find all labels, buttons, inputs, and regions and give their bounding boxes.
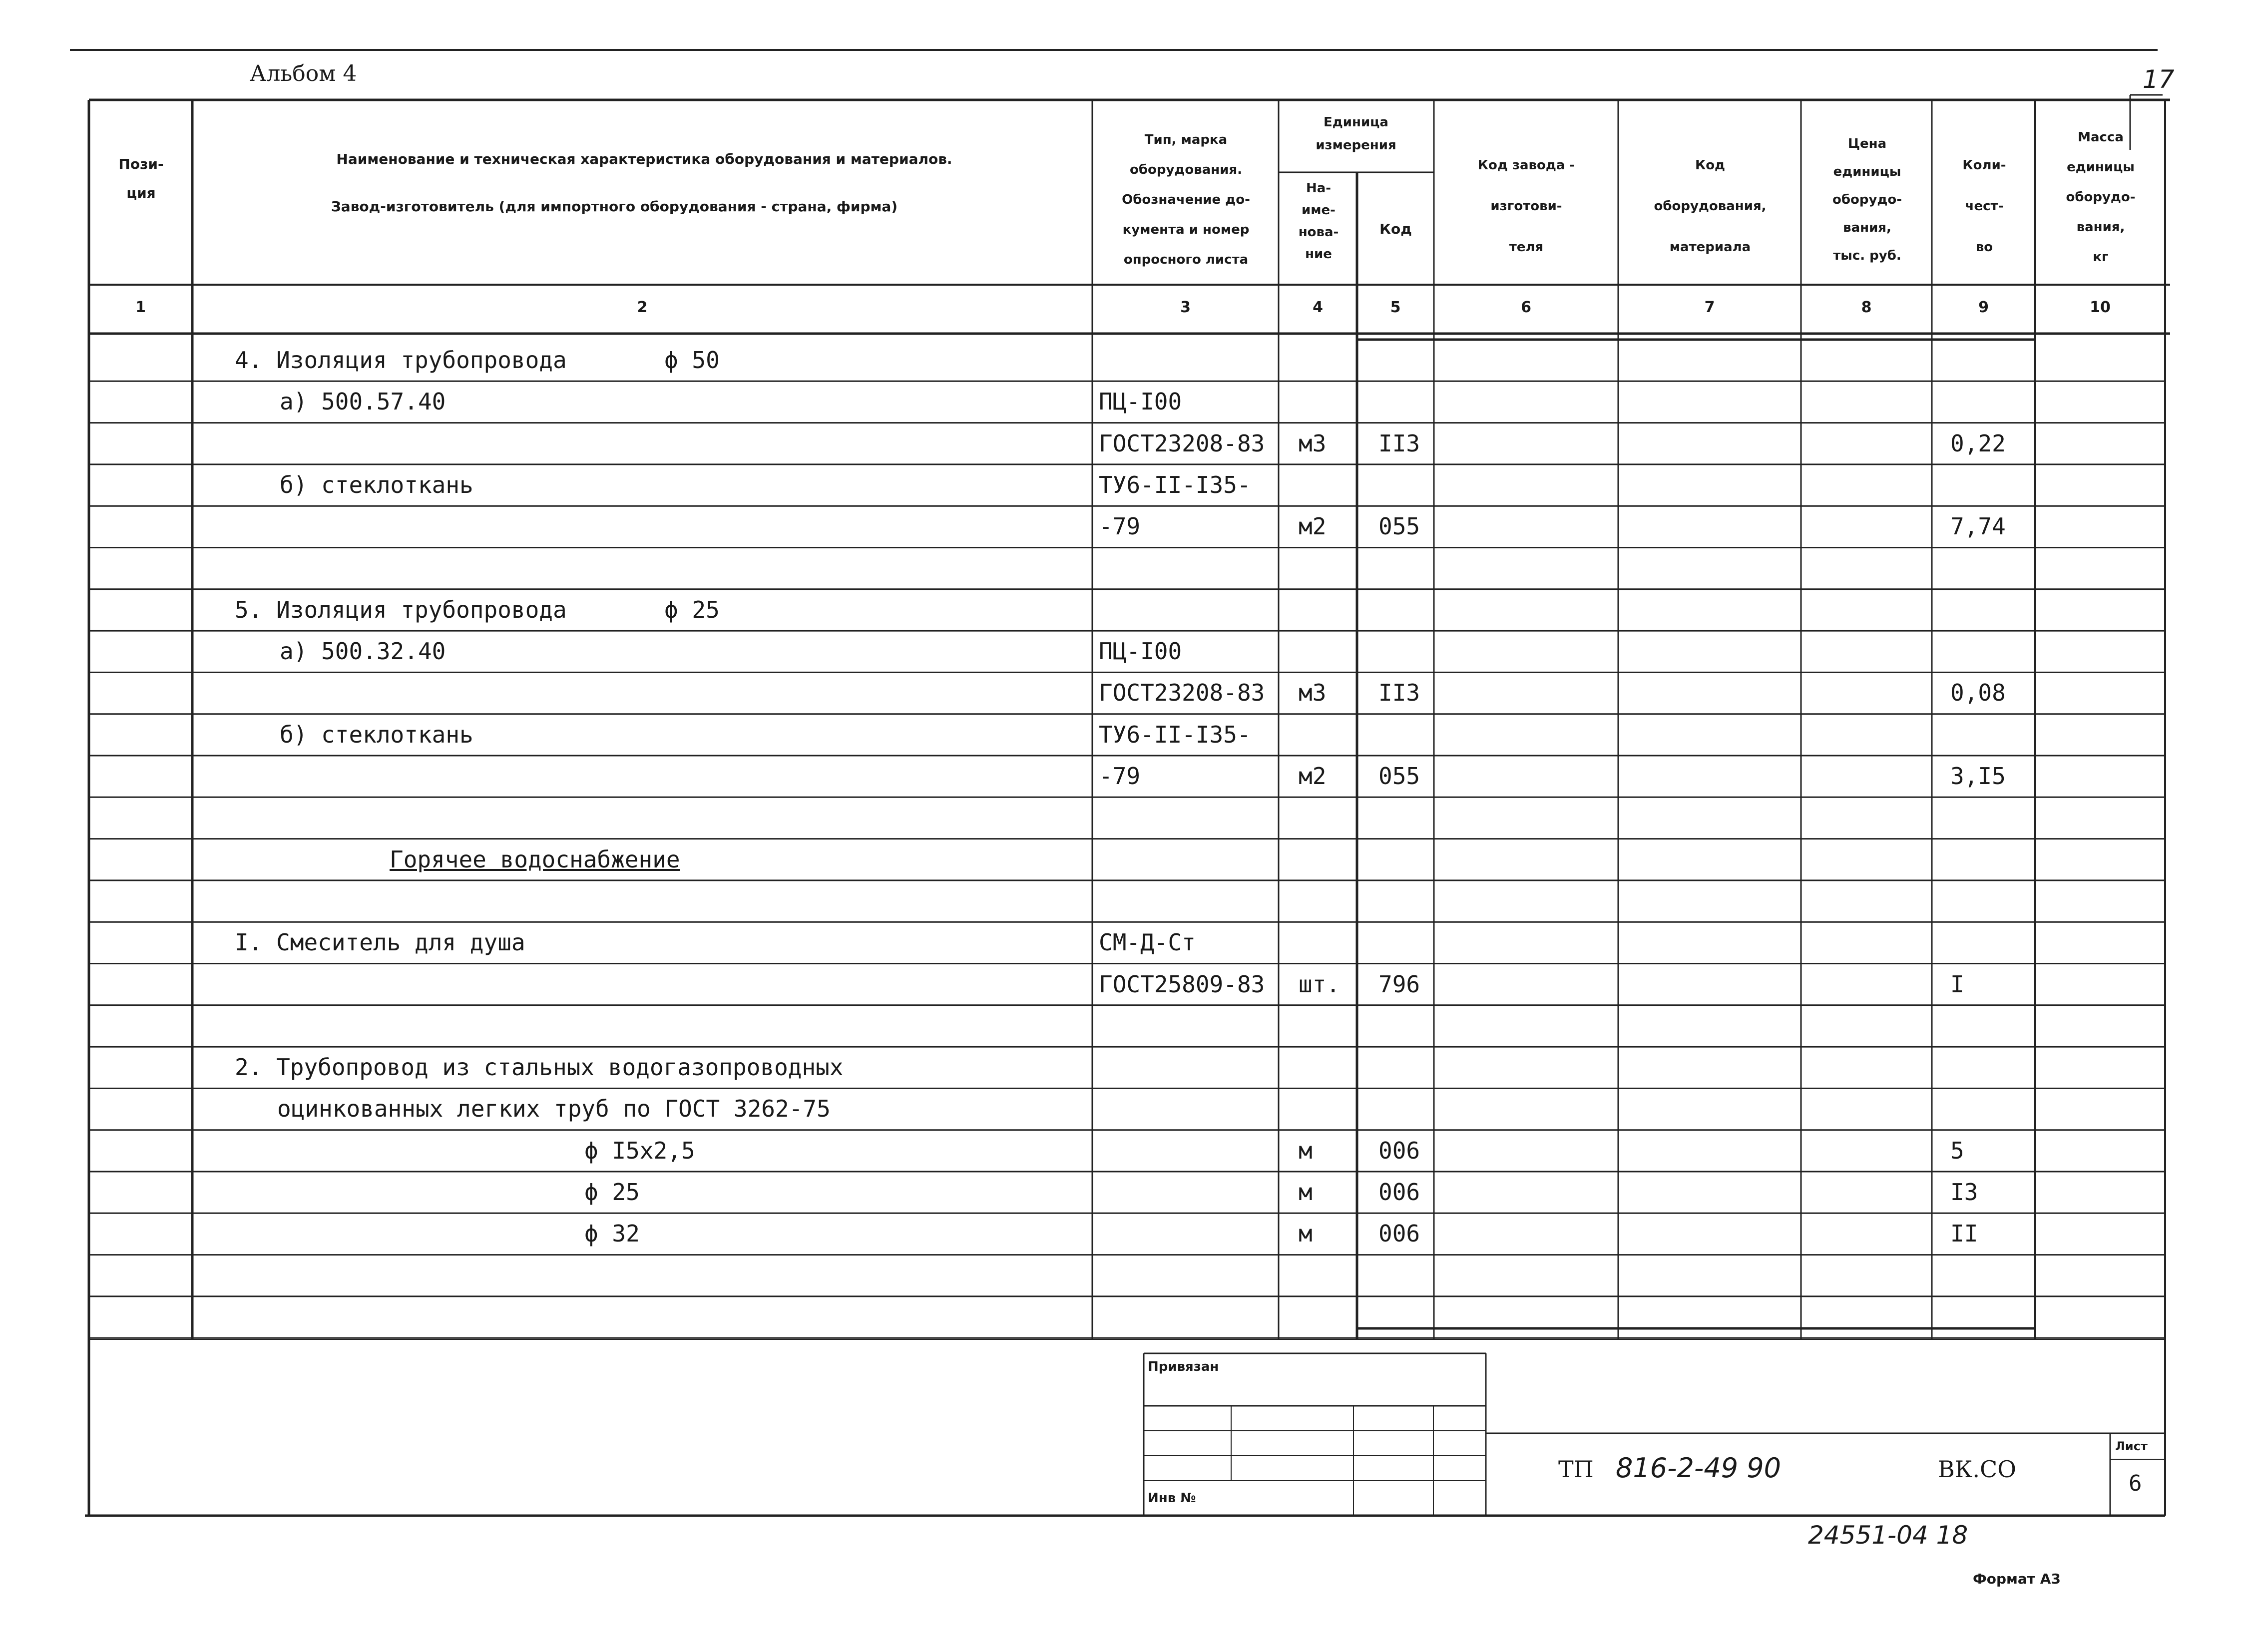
colnum-6: 6 xyxy=(1521,299,1531,316)
cell-qty: I xyxy=(1950,970,1964,998)
cell-name: 2. Трубопровод из стальных водогазопроводных xyxy=(235,1054,844,1081)
header-name-line2: Завод-изготовитель (для импортного оборудования - страна, фирма) xyxy=(331,198,898,215)
header-name-line1: Наименование и техническая характеристика оборудования и материалов. xyxy=(336,151,952,167)
cell-type: СМ-Д-Ст xyxy=(1099,929,1196,956)
archive-number: 24551-04 18 xyxy=(1808,1521,1968,1550)
header-equipment-code: Код оборудования, материала xyxy=(1654,158,1767,255)
cell-dia: ϕ 50 xyxy=(664,347,720,374)
cell-qty: I3 xyxy=(1950,1179,1978,1206)
header-unit: Единица измерения xyxy=(1316,115,1396,153)
cell-code: 006 xyxy=(1378,1137,1420,1164)
cell-type: ГОСТ23208-83 xyxy=(1099,679,1265,707)
cell-unit: м xyxy=(1299,1137,1313,1164)
cell-unit: м2 xyxy=(1299,763,1327,790)
table-row xyxy=(0,679,2242,721)
header-mass: Масса единицы оборудо- вания, кг xyxy=(2066,130,2136,265)
table-row xyxy=(0,971,2242,1012)
cell-code: 055 xyxy=(1378,763,1420,790)
cell-name: I. Смеситель для душа xyxy=(235,929,525,956)
header-quantity: Коли- чест- во xyxy=(1962,158,2006,255)
header-maker-code: Код завода - изготови- теля xyxy=(1477,158,1575,255)
cell-unit: шт. xyxy=(1299,970,1341,998)
inv-number-label: Инв № xyxy=(1148,1491,1196,1506)
table-row xyxy=(0,555,2242,596)
cell-qty: 7,74 xyxy=(1950,513,2006,540)
cell-type: -79 xyxy=(1099,763,1141,790)
colnum-4: 4 xyxy=(1313,299,1323,316)
cell-type: -79 xyxy=(1099,513,1141,540)
cell-name: б) стеклоткань xyxy=(280,471,473,498)
cell-unit: м3 xyxy=(1299,679,1327,707)
cell-name: 5. Изоляция трубопровода xyxy=(235,596,567,623)
table-row xyxy=(0,846,2242,887)
header-position: Пози- ция xyxy=(118,156,164,201)
sheet-number: 6 xyxy=(2129,1471,2142,1496)
cell-qty: 0,22 xyxy=(1950,429,2006,457)
cell-qty: 5 xyxy=(1950,1137,1964,1164)
cell-name: Горячее водоснабжение xyxy=(390,845,680,873)
colnum-3: 3 xyxy=(1180,299,1191,316)
cell-name: а) 500.57.40 xyxy=(280,388,446,415)
sheet-label: Лист xyxy=(2115,1439,2148,1453)
table-row xyxy=(0,638,2242,679)
cell-name: ϕ 25 xyxy=(584,1179,640,1206)
cell-code: II3 xyxy=(1378,429,1420,457)
table-row xyxy=(0,347,2242,388)
cell-type: ГОСТ23208-83 xyxy=(1099,429,1265,457)
colnum-9: 9 xyxy=(1978,299,1989,316)
cell-type: ПЦ-I00 xyxy=(1099,388,1182,415)
cell-name: ϕ 32 xyxy=(584,1220,640,1247)
table-row xyxy=(0,1095,2242,1137)
table-row xyxy=(0,1303,2242,1345)
cell-name: ϕ I5x2,5 xyxy=(584,1137,695,1164)
colnum-2: 2 xyxy=(637,299,648,316)
table-row xyxy=(0,388,2242,429)
cell-dia: ϕ 25 xyxy=(664,596,720,623)
table-row xyxy=(0,430,2242,471)
cell-code: 796 xyxy=(1378,970,1420,998)
cell-unit: м xyxy=(1299,1220,1313,1247)
table-row xyxy=(0,471,2242,513)
header-unit-code: Код xyxy=(1379,221,1412,237)
cell-qty: II xyxy=(1950,1220,1978,1247)
cell-type: ТУ6-II-I35- xyxy=(1099,721,1251,748)
cell-type: ТУ6-II-I35- xyxy=(1099,471,1251,498)
cell-code: II3 xyxy=(1378,679,1420,707)
cell-name: 4. Изоляция трубопровода xyxy=(235,347,567,374)
cell-code: 006 xyxy=(1378,1179,1420,1206)
table-row xyxy=(0,1179,2242,1220)
tp-number: 816-2-49 90 xyxy=(1616,1452,1781,1484)
album-label: Альбом 4 xyxy=(250,61,357,86)
format-label: Формат А3 xyxy=(1973,1571,2061,1587)
cell-name: оцинкованных легких труб по ГОСТ 3262-75 xyxy=(277,1095,831,1123)
table-row xyxy=(0,1137,2242,1179)
table-row xyxy=(0,721,2242,763)
table-row xyxy=(0,763,2242,804)
cell-type: ПЦ-I00 xyxy=(1099,638,1182,665)
table-row xyxy=(0,1262,2242,1303)
table-row xyxy=(0,929,2242,970)
table-row xyxy=(0,1054,2242,1095)
colnum-7: 7 xyxy=(1704,299,1715,316)
table-row xyxy=(0,596,2242,638)
cell-type: ГОСТ25809-83 xyxy=(1099,970,1265,998)
header-unit-name: На- име- нова- ние xyxy=(1298,181,1339,262)
tp-prefix: ТП xyxy=(1558,1456,1594,1483)
header-type: Тип, марка оборудования. Обозначение до- кумента и номер опросного листа xyxy=(1122,132,1250,267)
table-row xyxy=(0,804,2242,845)
colnum-1: 1 xyxy=(135,299,146,316)
colnum-10: 10 xyxy=(2090,299,2111,316)
cell-name: б) стеклоткань xyxy=(280,721,473,748)
cell-code: 055 xyxy=(1378,513,1420,540)
table-row xyxy=(0,513,2242,554)
table-row xyxy=(0,887,2242,929)
table-row xyxy=(0,1012,2242,1054)
colnum-5: 5 xyxy=(1390,299,1401,316)
cell-unit: м xyxy=(1299,1179,1313,1206)
table-row xyxy=(0,1220,2242,1261)
cell-code: 006 xyxy=(1378,1220,1420,1247)
page-number: 17 xyxy=(2143,65,2175,94)
document-code: ВК.СО xyxy=(1938,1456,2016,1483)
cell-name: а) 500.32.40 xyxy=(280,638,446,665)
header-price: Цена единицы оборудо- вания, тыс. руб. xyxy=(1832,136,1902,263)
privyazan-label: Привязан xyxy=(1148,1359,1219,1374)
cell-qty: 3,I5 xyxy=(1950,763,2006,790)
cell-unit: м3 xyxy=(1299,429,1327,457)
cell-unit: м2 xyxy=(1299,513,1327,540)
colnum-8: 8 xyxy=(1861,299,1872,316)
cell-qty: 0,08 xyxy=(1950,679,2006,707)
